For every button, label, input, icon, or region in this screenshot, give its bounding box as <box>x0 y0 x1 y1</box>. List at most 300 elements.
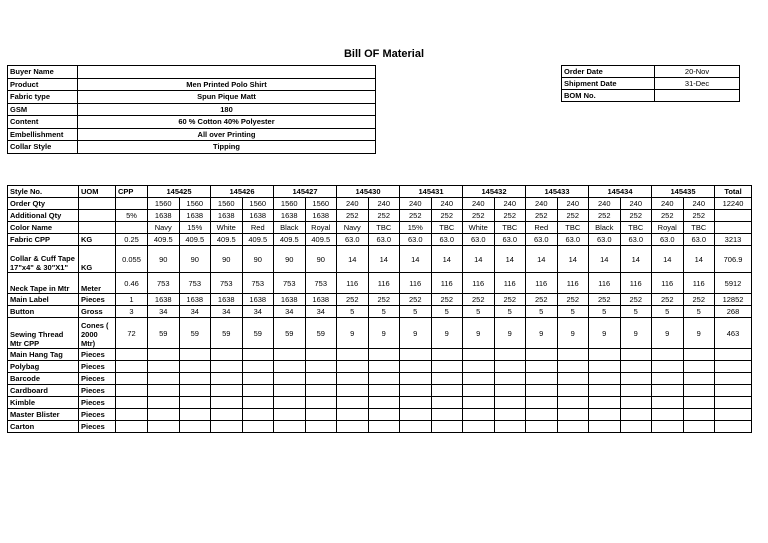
row-cell: 1638 <box>242 210 274 222</box>
bom-header-row <box>8 186 752 198</box>
row-cell <box>179 409 211 421</box>
row-cell: 252 <box>431 210 463 222</box>
row-cell <box>494 361 526 373</box>
row-cpp <box>116 421 148 433</box>
row-cell: 14 <box>368 246 400 273</box>
row-cell <box>211 385 243 397</box>
row-cell <box>557 361 589 373</box>
row-cpp <box>116 373 148 385</box>
row-cell <box>652 385 684 397</box>
row-cell: 9 <box>526 318 558 349</box>
row-cell: TBC <box>620 222 652 234</box>
row-cell: 116 <box>526 273 558 294</box>
row-cell: 9 <box>589 318 621 349</box>
row-cell <box>148 409 180 421</box>
row-label: Cardboard <box>8 385 79 397</box>
row-cell: 409.5 <box>179 234 211 246</box>
row-cell: 63.0 <box>337 234 369 246</box>
row-cell <box>557 397 589 409</box>
row-cell <box>431 373 463 385</box>
row-cell <box>494 373 526 385</box>
row-cell <box>652 397 684 409</box>
row-cell <box>368 421 400 433</box>
row-uom: Pieces <box>79 361 116 373</box>
row-cell: 240 <box>431 198 463 210</box>
row-cell <box>274 361 306 373</box>
row-cell: 34 <box>211 306 243 318</box>
row-cell: 240 <box>494 198 526 210</box>
row-cell: 63.0 <box>463 234 495 246</box>
row-cell: 252 <box>368 210 400 222</box>
row-cell: Red <box>242 222 274 234</box>
row-uom: Pieces <box>79 421 116 433</box>
row-cell <box>620 385 652 397</box>
row-cell <box>620 349 652 361</box>
info-row <box>8 66 376 79</box>
row-cell: 63.0 <box>652 234 684 246</box>
row-cell <box>431 361 463 373</box>
row-total <box>715 385 752 397</box>
row-cell <box>148 373 180 385</box>
row-cell <box>179 397 211 409</box>
row-cell: 1638 <box>211 294 243 306</box>
row-cell <box>400 421 432 433</box>
row-cpp <box>116 397 148 409</box>
info-value: Spun Pique Matt <box>78 91 376 104</box>
row-cell: 252 <box>526 210 558 222</box>
row-cell: 240 <box>526 198 558 210</box>
row-cell: 1638 <box>242 294 274 306</box>
row-cell: 14 <box>620 246 652 273</box>
row-cell: 1638 <box>211 210 243 222</box>
row-total: 268 <box>715 306 752 318</box>
row-cell: 90 <box>179 246 211 273</box>
row-cpp <box>116 349 148 361</box>
row-cell: 59 <box>242 318 274 349</box>
row-uom: Pieces <box>79 294 116 306</box>
row-cell <box>526 397 558 409</box>
row-cell: 14 <box>431 246 463 273</box>
info-label: Shipment Date <box>562 78 655 90</box>
row-cell: 753 <box>305 273 337 294</box>
row-cell: 240 <box>557 198 589 210</box>
row-cell <box>400 349 432 361</box>
row-cell <box>494 349 526 361</box>
row-total: 12852 <box>715 294 752 306</box>
row-cell: TBC <box>683 222 715 234</box>
row-cell: 63.0 <box>494 234 526 246</box>
row-cell: 5 <box>431 306 463 318</box>
bom-row <box>8 409 752 421</box>
row-cell: 9 <box>463 318 495 349</box>
row-cell <box>463 409 495 421</box>
row-cell <box>274 385 306 397</box>
row-cell <box>337 421 369 433</box>
row-cell <box>368 397 400 409</box>
row-cell: 252 <box>589 294 621 306</box>
row-cell: 240 <box>400 198 432 210</box>
row-cell: 9 <box>683 318 715 349</box>
row-cell <box>526 385 558 397</box>
row-cell <box>557 373 589 385</box>
row-cell: 252 <box>557 294 589 306</box>
row-cell: 240 <box>368 198 400 210</box>
row-cell: Navy <box>148 222 180 234</box>
row-cell <box>368 361 400 373</box>
row-cell <box>242 397 274 409</box>
row-cell <box>368 409 400 421</box>
bom-row <box>8 210 752 222</box>
row-cpp <box>116 385 148 397</box>
row-cell: 252 <box>368 294 400 306</box>
row-uom: Meter <box>79 273 116 294</box>
total-header: Total <box>715 186 752 198</box>
row-cell <box>242 385 274 397</box>
row-cell: 116 <box>463 273 495 294</box>
row-cell <box>305 385 337 397</box>
row-cell <box>526 421 558 433</box>
row-label: Main Hang Tag <box>8 349 79 361</box>
row-cell <box>242 373 274 385</box>
row-uom: Pieces <box>79 397 116 409</box>
row-cell <box>463 421 495 433</box>
row-cell: 252 <box>400 210 432 222</box>
row-cell: 252 <box>526 294 558 306</box>
row-cell: 753 <box>274 273 306 294</box>
row-cell <box>148 385 180 397</box>
row-uom: Gross <box>79 306 116 318</box>
row-cell <box>242 361 274 373</box>
row-cell <box>148 397 180 409</box>
row-cell <box>368 385 400 397</box>
row-cell: 9 <box>431 318 463 349</box>
row-cell: 116 <box>494 273 526 294</box>
row-cell: 5 <box>400 306 432 318</box>
row-cell: 116 <box>431 273 463 294</box>
row-cell: 14 <box>652 246 684 273</box>
row-uom: Pieces <box>79 385 116 397</box>
row-cell: 252 <box>494 294 526 306</box>
row-total <box>715 349 752 361</box>
row-cell <box>148 421 180 433</box>
row-cell <box>494 421 526 433</box>
style-number-header: 145434 <box>589 186 652 198</box>
row-cpp <box>116 222 148 234</box>
row-cell: 252 <box>494 210 526 222</box>
row-cell: Black <box>274 222 306 234</box>
style-number-header: 145425 <box>148 186 211 198</box>
row-cell <box>463 397 495 409</box>
row-uom: Pieces <box>79 409 116 421</box>
row-cell: 59 <box>305 318 337 349</box>
row-cell: 5 <box>463 306 495 318</box>
row-cell: 116 <box>368 273 400 294</box>
row-cell <box>211 397 243 409</box>
row-cell: 63.0 <box>431 234 463 246</box>
row-cell <box>557 385 589 397</box>
row-cell: 116 <box>337 273 369 294</box>
row-cell <box>589 409 621 421</box>
row-cell: 252 <box>652 294 684 306</box>
row-cell: 116 <box>589 273 621 294</box>
row-cell <box>305 361 337 373</box>
row-cell: Black <box>589 222 621 234</box>
row-cell <box>337 349 369 361</box>
row-cell <box>431 385 463 397</box>
row-cell: 9 <box>368 318 400 349</box>
row-cell <box>337 361 369 373</box>
info-label: Content <box>8 116 78 129</box>
row-cpp: 0.055 <box>116 246 148 273</box>
bom-table <box>7 185 752 433</box>
row-cell <box>179 421 211 433</box>
product-info-table <box>7 65 376 154</box>
row-cell <box>368 349 400 361</box>
row-cell: 59 <box>179 318 211 349</box>
row-label: Neck Tape in Mtr <box>8 273 79 294</box>
row-cpp: 72 <box>116 318 148 349</box>
info-value: Men Printed Polo Shirt <box>78 78 376 91</box>
info-value <box>655 90 740 102</box>
row-cell <box>337 373 369 385</box>
row-cell <box>400 385 432 397</box>
row-cell <box>683 361 715 373</box>
row-cell <box>179 385 211 397</box>
row-cell <box>211 409 243 421</box>
row-cell: 14 <box>400 246 432 273</box>
row-cell: 1638 <box>305 294 337 306</box>
row-cell: 1638 <box>274 210 306 222</box>
row-cell: 9 <box>494 318 526 349</box>
row-cell <box>463 373 495 385</box>
row-cell: 15% <box>179 222 211 234</box>
row-cell: 63.0 <box>368 234 400 246</box>
style-number-header: 145435 <box>652 186 715 198</box>
row-cell: 409.5 <box>274 234 306 246</box>
row-cell: White <box>211 222 243 234</box>
row-total <box>715 373 752 385</box>
row-cell: 252 <box>620 294 652 306</box>
row-cell: 1560 <box>211 198 243 210</box>
row-cpp <box>116 198 148 210</box>
row-cell: 252 <box>557 210 589 222</box>
document-title: Bill OF Material <box>343 48 425 60</box>
row-cell: 63.0 <box>589 234 621 246</box>
row-cell: 252 <box>589 210 621 222</box>
row-cell: 5 <box>620 306 652 318</box>
row-cell <box>589 361 621 373</box>
row-cell: 5 <box>589 306 621 318</box>
row-cell: White <box>463 222 495 234</box>
row-cell <box>526 349 558 361</box>
row-cpp: 3 <box>116 306 148 318</box>
row-cell <box>683 421 715 433</box>
row-cell <box>337 385 369 397</box>
row-cell <box>652 373 684 385</box>
row-cell: 1638 <box>305 210 337 222</box>
row-cell: 1560 <box>242 198 274 210</box>
row-label: Fabric CPP <box>8 234 79 246</box>
row-cell <box>148 361 180 373</box>
bom-row <box>8 306 752 318</box>
row-cell: 63.0 <box>400 234 432 246</box>
row-cell <box>652 421 684 433</box>
row-cell <box>463 361 495 373</box>
row-cell <box>652 361 684 373</box>
row-cell: 116 <box>400 273 432 294</box>
row-cpp <box>116 361 148 373</box>
row-cell: 240 <box>589 198 621 210</box>
row-cell <box>683 373 715 385</box>
row-uom: KG <box>79 234 116 246</box>
info-row <box>8 103 376 116</box>
style-number-header: 145433 <box>526 186 589 198</box>
row-total: 5912 <box>715 273 752 294</box>
row-cell <box>179 349 211 361</box>
row-cell: 1638 <box>179 294 211 306</box>
row-cell <box>274 397 306 409</box>
row-cell <box>274 373 306 385</box>
uom-header: UOM <box>79 186 116 198</box>
row-cell <box>589 373 621 385</box>
info-row <box>562 78 740 90</box>
row-cell: 240 <box>652 198 684 210</box>
info-label: Embellishment <box>8 128 78 141</box>
row-label: Carton <box>8 421 79 433</box>
row-cell: 59 <box>211 318 243 349</box>
bom-row <box>8 361 752 373</box>
info-value <box>78 66 376 79</box>
info-label: Order Date <box>562 66 655 78</box>
row-cell: 5 <box>652 306 684 318</box>
row-cell: TBC <box>557 222 589 234</box>
row-cell: Red <box>526 222 558 234</box>
row-cell: 90 <box>274 246 306 273</box>
row-cell <box>431 421 463 433</box>
row-cell <box>242 349 274 361</box>
row-cell: 59 <box>148 318 180 349</box>
row-cell <box>400 361 432 373</box>
row-total <box>715 397 752 409</box>
row-cell: TBC <box>494 222 526 234</box>
bom-row <box>8 373 752 385</box>
row-label: Button <box>8 306 79 318</box>
row-label: Sewing Thread Mtr CPP <box>8 318 79 349</box>
bom-row <box>8 421 752 433</box>
row-cell: 9 <box>620 318 652 349</box>
row-total <box>715 210 752 222</box>
row-cell: 252 <box>463 294 495 306</box>
row-cell: 90 <box>211 246 243 273</box>
style-number-header: 145427 <box>274 186 337 198</box>
row-label: Collar & Cuff Tape 17"x4" & 30"X1" <box>8 246 79 273</box>
row-cell <box>589 385 621 397</box>
bom-row <box>8 222 752 234</box>
row-cell: 5 <box>683 306 715 318</box>
row-cell: 14 <box>337 246 369 273</box>
row-cell: 753 <box>242 273 274 294</box>
info-label: Buyer Name <box>8 66 78 79</box>
bom-row <box>8 273 752 294</box>
row-cell <box>431 409 463 421</box>
info-row <box>8 78 376 91</box>
row-cell: 240 <box>683 198 715 210</box>
row-cell: 5 <box>557 306 589 318</box>
info-value: 180 <box>78 103 376 116</box>
row-cell <box>620 421 652 433</box>
style-number-header: 145432 <box>463 186 526 198</box>
row-cell: 90 <box>305 246 337 273</box>
row-cell: 15% <box>400 222 432 234</box>
row-cell: 5 <box>368 306 400 318</box>
row-cell: TBC <box>368 222 400 234</box>
cpp-header: CPP <box>116 186 148 198</box>
row-cpp <box>116 409 148 421</box>
row-cell: 14 <box>589 246 621 273</box>
row-cell: Navy <box>337 222 369 234</box>
row-cell <box>179 373 211 385</box>
bom-row <box>8 397 752 409</box>
row-cell <box>526 373 558 385</box>
row-cell <box>683 409 715 421</box>
row-cell <box>337 397 369 409</box>
style-number-header: 145426 <box>211 186 274 198</box>
row-cell: 1560 <box>179 198 211 210</box>
row-cell: 240 <box>463 198 495 210</box>
row-cell <box>274 421 306 433</box>
row-label: Barcode <box>8 373 79 385</box>
row-cell <box>211 361 243 373</box>
row-cell: 409.5 <box>305 234 337 246</box>
row-cell: 14 <box>683 246 715 273</box>
info-value: 60 % Cotton 40% Polyester <box>78 116 376 129</box>
style-no-header: Style No. <box>8 186 79 198</box>
row-cell <box>683 385 715 397</box>
row-cell: 14 <box>557 246 589 273</box>
row-total: 3213 <box>715 234 752 246</box>
row-cell <box>589 397 621 409</box>
info-row <box>8 141 376 154</box>
info-value: 31-Dec <box>655 78 740 90</box>
row-cell <box>242 421 274 433</box>
row-cell: 252 <box>683 210 715 222</box>
row-cell <box>589 349 621 361</box>
row-cell <box>557 421 589 433</box>
row-cell <box>305 373 337 385</box>
row-cell <box>211 373 243 385</box>
info-label: Collar Style <box>8 141 78 154</box>
row-cell <box>620 409 652 421</box>
row-cell <box>305 409 337 421</box>
bom-row <box>8 198 752 210</box>
order-info-table <box>561 65 740 102</box>
row-cell: 252 <box>337 294 369 306</box>
row-cell <box>652 409 684 421</box>
row-uom: Pieces <box>79 349 116 361</box>
bom-row <box>8 318 752 349</box>
row-cpp: 1 <box>116 294 148 306</box>
row-cell <box>368 373 400 385</box>
row-cell: 9 <box>400 318 432 349</box>
row-total: 706.9 <box>715 246 752 273</box>
bom-row <box>8 234 752 246</box>
row-cell: 252 <box>683 294 715 306</box>
row-cpp: 0.25 <box>116 234 148 246</box>
info-label: Product <box>8 78 78 91</box>
row-cell <box>400 397 432 409</box>
row-cell <box>620 361 652 373</box>
row-cell <box>274 409 306 421</box>
